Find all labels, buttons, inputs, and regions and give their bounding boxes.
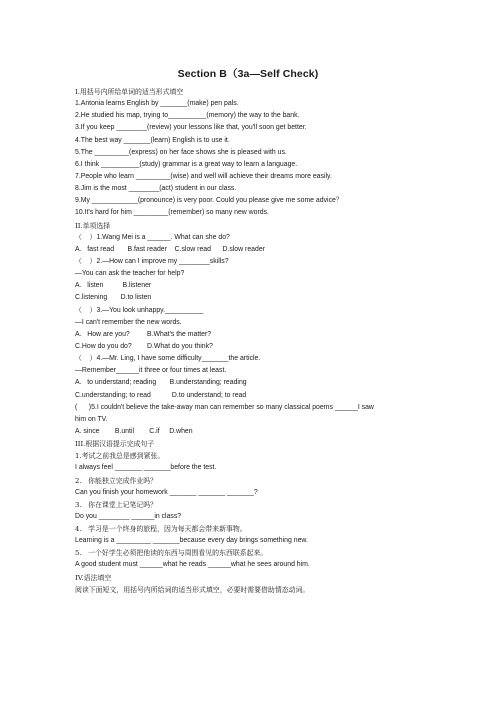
exercise-line: 5.The _________(express) on her face shows she is pleased with us. (75, 148, 287, 156)
exercise-line: 10.It's hard for him _________(remember) so many new words. (75, 209, 269, 217)
section-heading-line: 2. 你能独立完成作业吗？ (75, 476, 158, 485)
exercise-line: ( )5.I couldn't believe the take-away man can remember so many classical poems ______I saw (75, 403, 374, 411)
section-heading-line: 5. 一个好学生必须把他读的东西与周围看见的东西联系起来。 (75, 549, 268, 558)
section-heading-line: I.用括号内所给单词的适当形式填空 (75, 88, 184, 96)
exercise-line: A. fast read B.fast reader C.slow read D.slow reader (75, 245, 265, 253)
exercise-line: （ ）4.—Mr. Ling, I have some difficulty_______the article. (75, 355, 261, 363)
section-heading-line: 4. 学习是一个终身的旅程，因为每天都会带来新事物。 (75, 525, 247, 534)
exercise-line: —You can ask the teacher for help? (75, 270, 185, 278)
exercise-line: A. How are you? B.What's the matter? (75, 330, 212, 338)
exercise-line: A good student must ______what he reads ______what he sees around him. (75, 561, 310, 569)
exercise-line: （ ）3.—You look unhappy.__________ (75, 306, 204, 314)
exercise-line: 9.My ____________(pronounce) is very poor. Could you please give me some advice？ (75, 197, 343, 205)
exercise-line: —I can't remember the new words. (75, 318, 182, 326)
exercise-line: 2.He studied his map, trying to__________(memory) the way to the bank. (75, 112, 300, 120)
exercise-line: 6.I think __________(study) grammar is a great way to learn a language. (75, 160, 298, 168)
exercise-line: —Remember______it three or four times at least. (75, 367, 227, 375)
exercise-line: Do you ________ ______in class? (75, 512, 182, 520)
exercise-line: C.understanding; to read D.to understand; to read (75, 391, 247, 399)
exercise-line: A. since B.until C.if D.when (75, 427, 193, 435)
exercise-line: him on TV. (75, 415, 108, 423)
section-heading-line: IV.语法填空 (75, 573, 112, 582)
exercise-line: A. listen B.listener (75, 282, 152, 290)
section-heading-line: II.单项选择 (75, 221, 111, 230)
exercise-line: C.How do you do? D.What do you think? (75, 342, 213, 350)
exercise-line: 4.The best way _______(learn) English is to use it. (75, 136, 230, 144)
exercise-line: A. to understand; reading B.understanding; reading (75, 379, 247, 387)
worksheet-body (75, 86, 475, 596)
exercise-line: I always feel _______ _______before the test. (75, 464, 217, 472)
page-title: Section B（3a—Self Check) (177, 68, 319, 80)
exercise-line: （ ）1.Wang Mei is a ______. What can she do? (75, 233, 230, 241)
exercise-line: 3.If you keep ________(review) your lessons like that, you'll soon get better. (75, 124, 307, 132)
exercise-line: 1.Antonia learns English by _______(make) pen pals. (75, 100, 239, 108)
section-heading-line: 1.考试之前我总是感到紧张。 (75, 452, 165, 461)
exercise-line: C.listening D.to listen (75, 294, 152, 302)
exercise-line: Learning is a _________ _______because every day brings something new. (75, 537, 308, 545)
section-heading-line: III.根据汉语提示完成句子 (75, 440, 155, 449)
exercise-line: 8.Jim is the most ________(act) student in our class. (75, 185, 237, 193)
exercise-line: 7.People who learn _________(wise) and well will achieve their dreams more easily. (75, 172, 332, 180)
exercise-line: Can you finish your homework _______ _______ _______? (75, 488, 258, 496)
section-heading-line: 3. 你在课堂上记笔记吗？ (75, 500, 158, 509)
section-heading-line: 阅读下面短文，用括号内所给词的适当形式填空，必要时需要借助情态动词。 (75, 585, 310, 594)
exercise-line: （ ）2.—How can I improve my ________skills? (75, 257, 229, 265)
